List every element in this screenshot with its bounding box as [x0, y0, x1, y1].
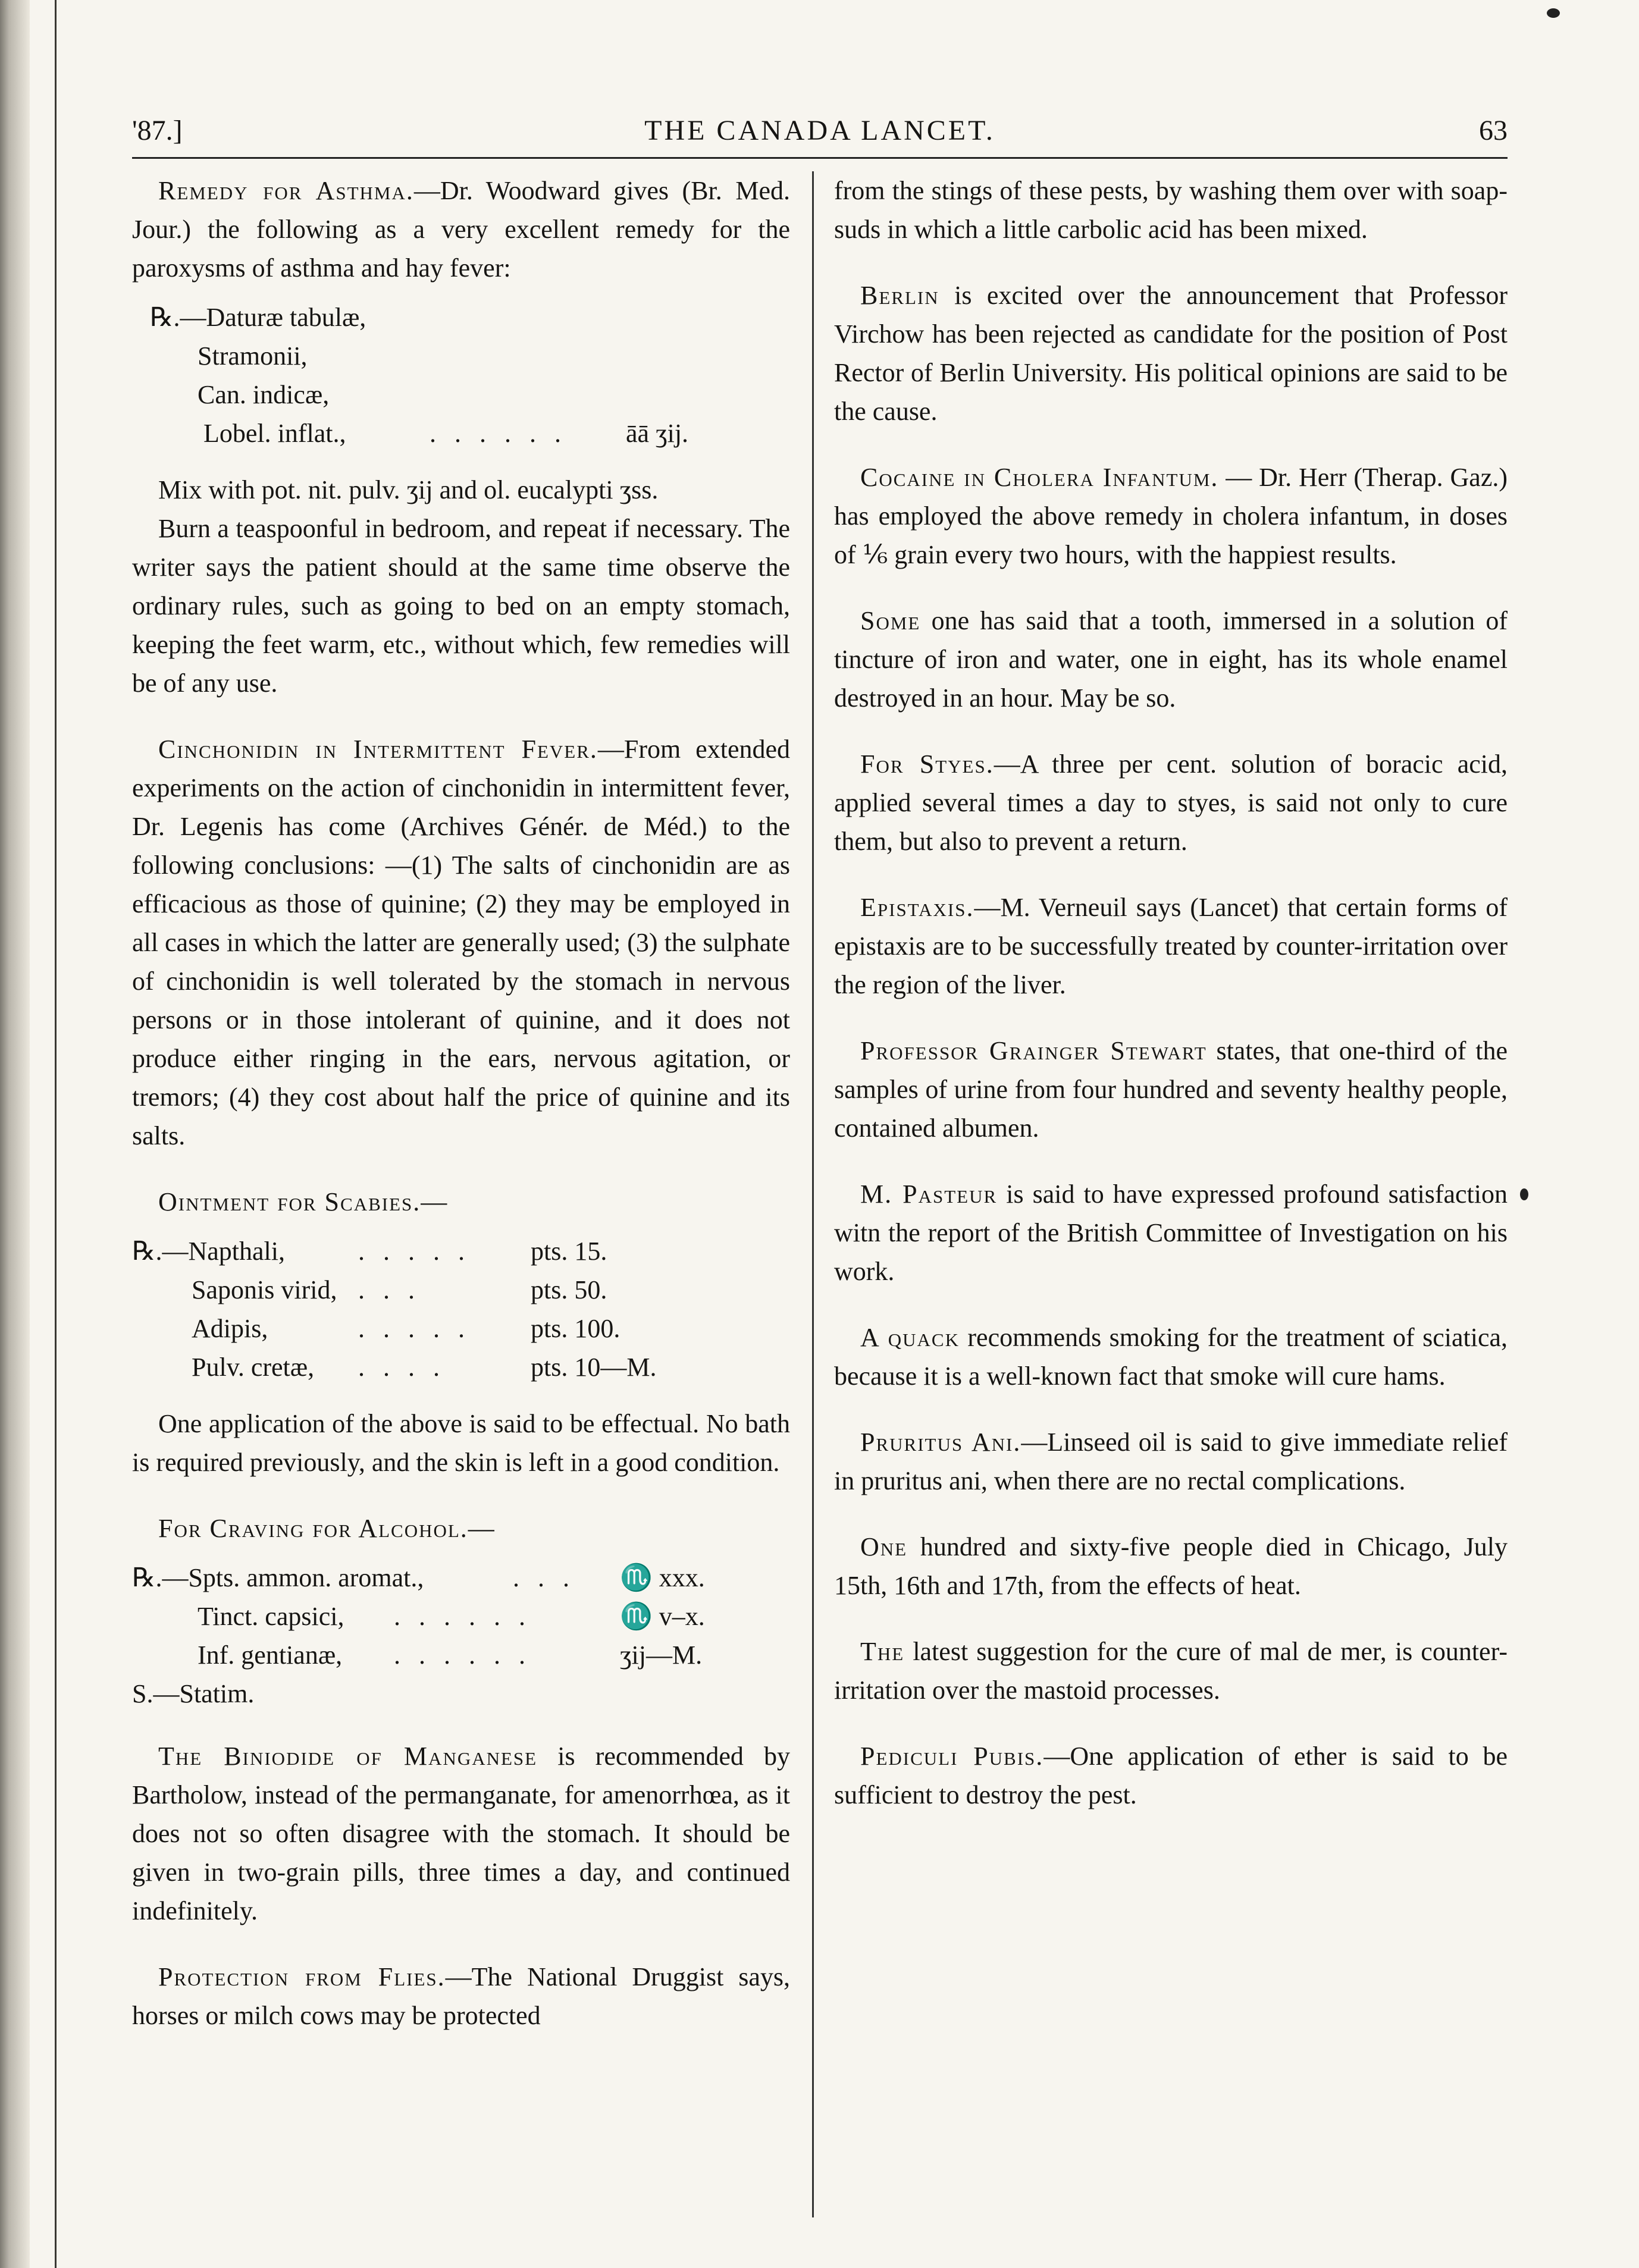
rx-line: Lobel. inflat., . . . . . . āā ʒij.	[203, 419, 689, 448]
scabies-text: One application of the above is said to be effectual. No bath is required previously, and the skin is left in a good condition.	[132, 1409, 790, 1477]
scan-edge	[0, 0, 30, 2268]
ink-dot	[1547, 8, 1560, 18]
article-stewart: Professor Grainger Stewart states, that one-third of the samples of urine from four hundred and seventy healthy people, contained albumen.	[834, 1036, 1508, 1143]
article-mal-de-mer: The latest suggestion for the cure of mal de mer, is counter-irritation over the mastoid processes.	[834, 1637, 1508, 1705]
article-asthma	[132, 171, 790, 287]
heading-cinchonidin: Cinchonidin in Intermittent Fever.	[158, 735, 598, 764]
left-column	[132, 171, 790, 2062]
rx-line: Tinct. capsici, . . . . . . ♏ v–x.	[198, 1602, 705, 1631]
article-berlin: Berlin is excited over the announcement that Professor Virchow has been rejected as candidate for the position of Post Rector of Berlin University. His political opinions are said to be the cause.	[834, 281, 1508, 426]
article-pediculi: Pediculi Pubis.—One application of ether is said to be sufficient to destroy the pest.	[834, 1742, 1508, 1809]
rx-line: Inf. gentianæ, . . . . . . ʒij—M.	[198, 1640, 703, 1670]
asthma-mix: Mix with pot. nit. pulv. ʒij and ol. eucalypti ʒss.	[158, 475, 659, 504]
heading-scabies: Ointment for Scabies.—	[158, 1187, 449, 1216]
page-number: 63	[1479, 115, 1508, 146]
header-year: '87.]	[132, 115, 183, 146]
article-tooth: Some one has said that a tooth, immersed in a solution of tincture of iron and water, one in eight, has its whole enamel destroyed in an hour. May be so.	[834, 606, 1508, 713]
right-column	[834, 171, 1508, 1842]
ink-dot	[1520, 1188, 1528, 1200]
heading-manganese: The Biniodide of Manganese	[158, 1742, 538, 1771]
flies-continued: from the stings of these pests, by washing them over with soap-suds in which a little carbolic acid has been mixed.	[834, 176, 1508, 244]
column-rule	[812, 171, 814, 2217]
article-pasteur: M. Pasteur is said to have expressed profound satisfaction witn the report of the British Committee of Investigation on his work.	[834, 1180, 1508, 1286]
rx-line: ℞.—Daturæ tabulæ,	[150, 303, 366, 332]
scabies-prescription	[132, 1232, 790, 1386]
rx-line: Can. indicæ,	[198, 380, 330, 409]
rx-line: ℞.—Napthali, . . . . . pts. 15.	[132, 1237, 607, 1266]
article-cocaine: Cocaine in Cholera Infantum. — Dr. Herr (Therap. Gaz.) has employed the above remedy in cholera infantum, in doses of ⅙ grain every two hours, with the happiest results.	[834, 463, 1508, 569]
rx-line: ℞.—Spts. ammon. aromat., . . . ♏ xxx.	[132, 1563, 705, 1592]
rx-line: Saponis virid, . . . pts. 50.	[192, 1275, 607, 1304]
header-rule	[132, 157, 1508, 159]
rx-line: S.—Statim.	[132, 1679, 255, 1708]
article-epistaxis: Epistaxis.—M. Verneuil says (Lancet) that certain forms of epistaxis are to be successfully treated by counter-irritation over the region of the liver.	[834, 893, 1508, 999]
asthma-text: Burn a teaspoonful in bedroom, and repeat if necessary. The writer says the patient should at the same time observe the ordinary rules, such as going to bed on an empty stomach, keeping the feet warm, etc., without which, few remedies will be of any use.	[132, 514, 790, 698]
article-cinchonidin: Cinchonidin in Intermittent Fever.—From extended experiments on the action of cinchonidin in intermittent fever, Dr. Legenis has come (Archives Génér. de Méd.) to the following conclusions: —(1) The salts of cinchonidin are as efficacious as those of quinine; (2) they may be employed in all cases in which the latter are generally used; (3) the sulphate of cinchonidin is well tolerated by the stomach in nervous persons or in those intolerant of quinine, and it does not produce either ringing in the ears, nervous agitation, or tremors; (4) they cost about half the price of quinine and its salts.	[132, 735, 790, 1150]
heading-asthma: Remedy for Asthma.	[158, 176, 414, 205]
heading-flies: Protection from Flies.	[158, 1962, 446, 1991]
article-heat: One hundred and sixty-five people died in Chicago, July 15th, 16th and 17th, from the effects of heat.	[834, 1532, 1508, 1600]
binding-line	[55, 0, 57, 2268]
heading-alcohol: For Craving for Alcohol.—	[158, 1514, 496, 1543]
article-flies: Protection from Flies.—The National Druggist says, horses or milch cows may be protected	[132, 1962, 790, 2030]
rx-line: Stramonii,	[198, 341, 308, 371]
article-manganese: The Biniodide of Manganese is recommended by Bartholow, instead of the permanganate, for amenorrhœa, as it does not so often disagree with the stomach. It should be given in two-grain pills, three times a day, and continued indefinitely.	[132, 1742, 790, 1925]
article-styes: For Styes.—A three per cent. solution of boracic acid, applied several times a day to styes, is said not only to cure them, but also to prevent a return.	[834, 749, 1508, 856]
asthma-prescription	[132, 298, 790, 453]
article-pruritus: Pruritus Ani.—Linseed oil is said to give immediate relief in pruritus ani, when there are no rectal complications.	[834, 1428, 1508, 1495]
rx-line: Pulv. cretæ, . . . . pts. 10—M.	[192, 1353, 657, 1382]
page	[132, 107, 1508, 2030]
rx-line: Adipis, . . . . . pts. 100.	[192, 1314, 620, 1343]
alcohol-prescription	[132, 1558, 790, 1713]
article-quack: A quack recommends smoking for the treatment of sciatica, because it is a well-known fact that smoke will cure hams.	[834, 1323, 1508, 1391]
asthma-intro: —Dr. Woodward gives (Br. Med. Jour.) the following as a very excellent remedy for the paroxysms of asthma and hay fever:	[132, 176, 790, 283]
running-header	[132, 107, 1508, 161]
journal-title: THE CANADA LANCET.	[644, 115, 995, 146]
